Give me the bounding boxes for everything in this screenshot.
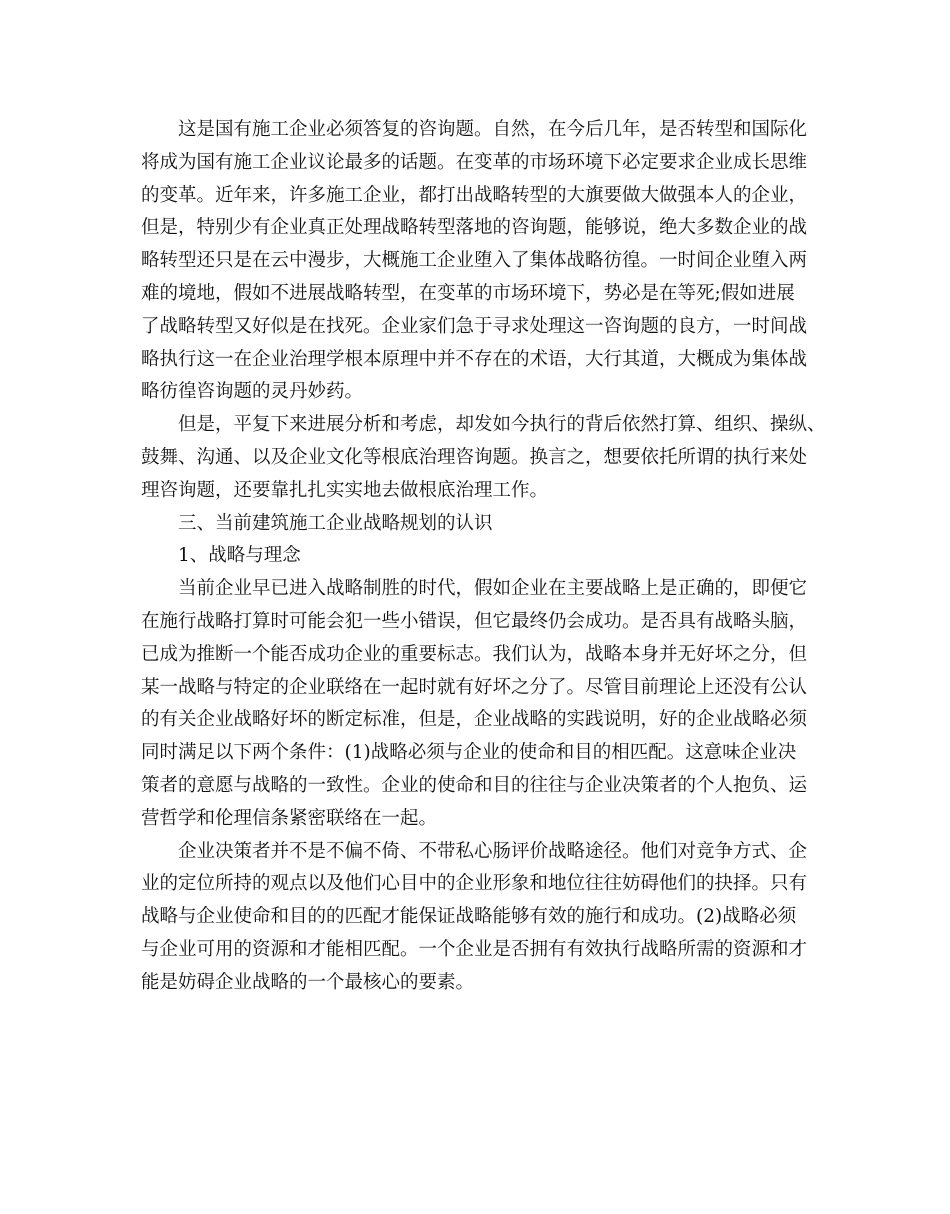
text-line: 与企业可用的资源和才能相匹配。一个企业是否拥有有效执行战略所需的资源和才 xyxy=(141,938,808,960)
text-line: 策者的意愿与战略的一致性。企业的使命和目的往往与企业决策者的个人抱负、运 xyxy=(141,774,808,796)
paragraph-4 xyxy=(141,836,831,1000)
text-line: 略执行这一在企业治理学根本原理中并不存在的术语，大行其道，大概成为集体战 xyxy=(141,348,808,370)
text-line: 在施行战略打算时可能会犯一些小错误，但它最终仍会成功。是否具有战略头脑， xyxy=(141,610,808,632)
section-heading: 三、当前建筑施工企业战略规划的认识 xyxy=(178,512,493,534)
paragraph-3 xyxy=(141,573,831,835)
text-line: 难的境地，假如不进展战略转型，在变革的市场环境下，势必是在等死;假如进展 xyxy=(141,282,795,304)
text-line: 能是妨碍企业战略的一个最核心的要素。 xyxy=(141,971,475,993)
text-line: 企业决策者并不是不偏不倚、不带私心肠评价战略途径。他们对竞争方式、企 xyxy=(178,840,808,862)
text-line: 这是国有施工企业必须答复的咨询题。自然，在今后几年，是否转型和国际化 xyxy=(178,119,808,140)
text-line: 略转型还只是在云中漫步，大概施工企业堕入了集体战略彷徨。一时间企业堕入两 xyxy=(141,250,808,272)
text-line: 已成为推断一个能否成功企业的重要标志。我们认为，战略本身并无好坏之分，但 xyxy=(141,643,808,665)
text-line: 了战略转型又好似是在找死。企业家们急于寻求处理这一咨询题的良方，一时间战 xyxy=(141,315,808,337)
text-line: 的有关企业战略好坏的断定标准，但是，企业战略的实践说明，好的企业战略必须 xyxy=(141,709,808,731)
text-line: 营哲学和伦理信条紧密联络在一起。 xyxy=(141,807,438,829)
text-line: 的变革。近年来，许多施工企业，都打出战略转型的大旗要做大做强本人的企业， xyxy=(141,184,808,206)
text-line: 将成为国有施工企业议论最多的话题。在变革的市场环境下必定要求企业成长思维 xyxy=(141,151,808,173)
document-page xyxy=(141,114,831,1000)
paragraph-1 xyxy=(141,114,831,409)
text-line: 略彷徨咨询题的灵丹妙药。 xyxy=(141,381,364,403)
paragraph-2 xyxy=(141,409,831,507)
text-line: 战略与企业使命和目的的匹配才能保证战略能够有效的施行和成功。(2)战略必须 xyxy=(141,906,797,928)
text-line: 但是，平复下来进展分析和考虑，却发如今执行的背后依然打算、组织、操纵、 xyxy=(178,414,826,436)
text-line: 但是，特别少有企业真正处理战略转型落地的咨询题，能够说，绝大多数企业的战 xyxy=(141,217,808,239)
text-line: 鼓舞、沟通、以及企业文化等根底治理咨询题。换言之，想要依托所谓的执行来处 xyxy=(141,446,808,468)
text-line: 理咨询题，还要靠扎扎实实地去做根底治理工作。 xyxy=(141,479,549,501)
text-line: 同时满足以下两个条件：(1)战略必须与企业的使命和目的相匹配。这意味企业决 xyxy=(141,742,797,764)
text-line: 当前企业早已进入战略制胜的时代，假如企业在主要战略上是正确的，即便它 xyxy=(178,578,808,600)
subsection-heading: 1、战略与理念 xyxy=(178,545,301,567)
text-line: 业的定位所持的观点以及他们心目中的企业形象和地位往往妨碍他们的抉择。只有 xyxy=(141,873,808,895)
text-line: 某一战略与特定的企业联络在一起时就有好坏之分了。尽管目前理论上还没有公认 xyxy=(141,676,808,698)
